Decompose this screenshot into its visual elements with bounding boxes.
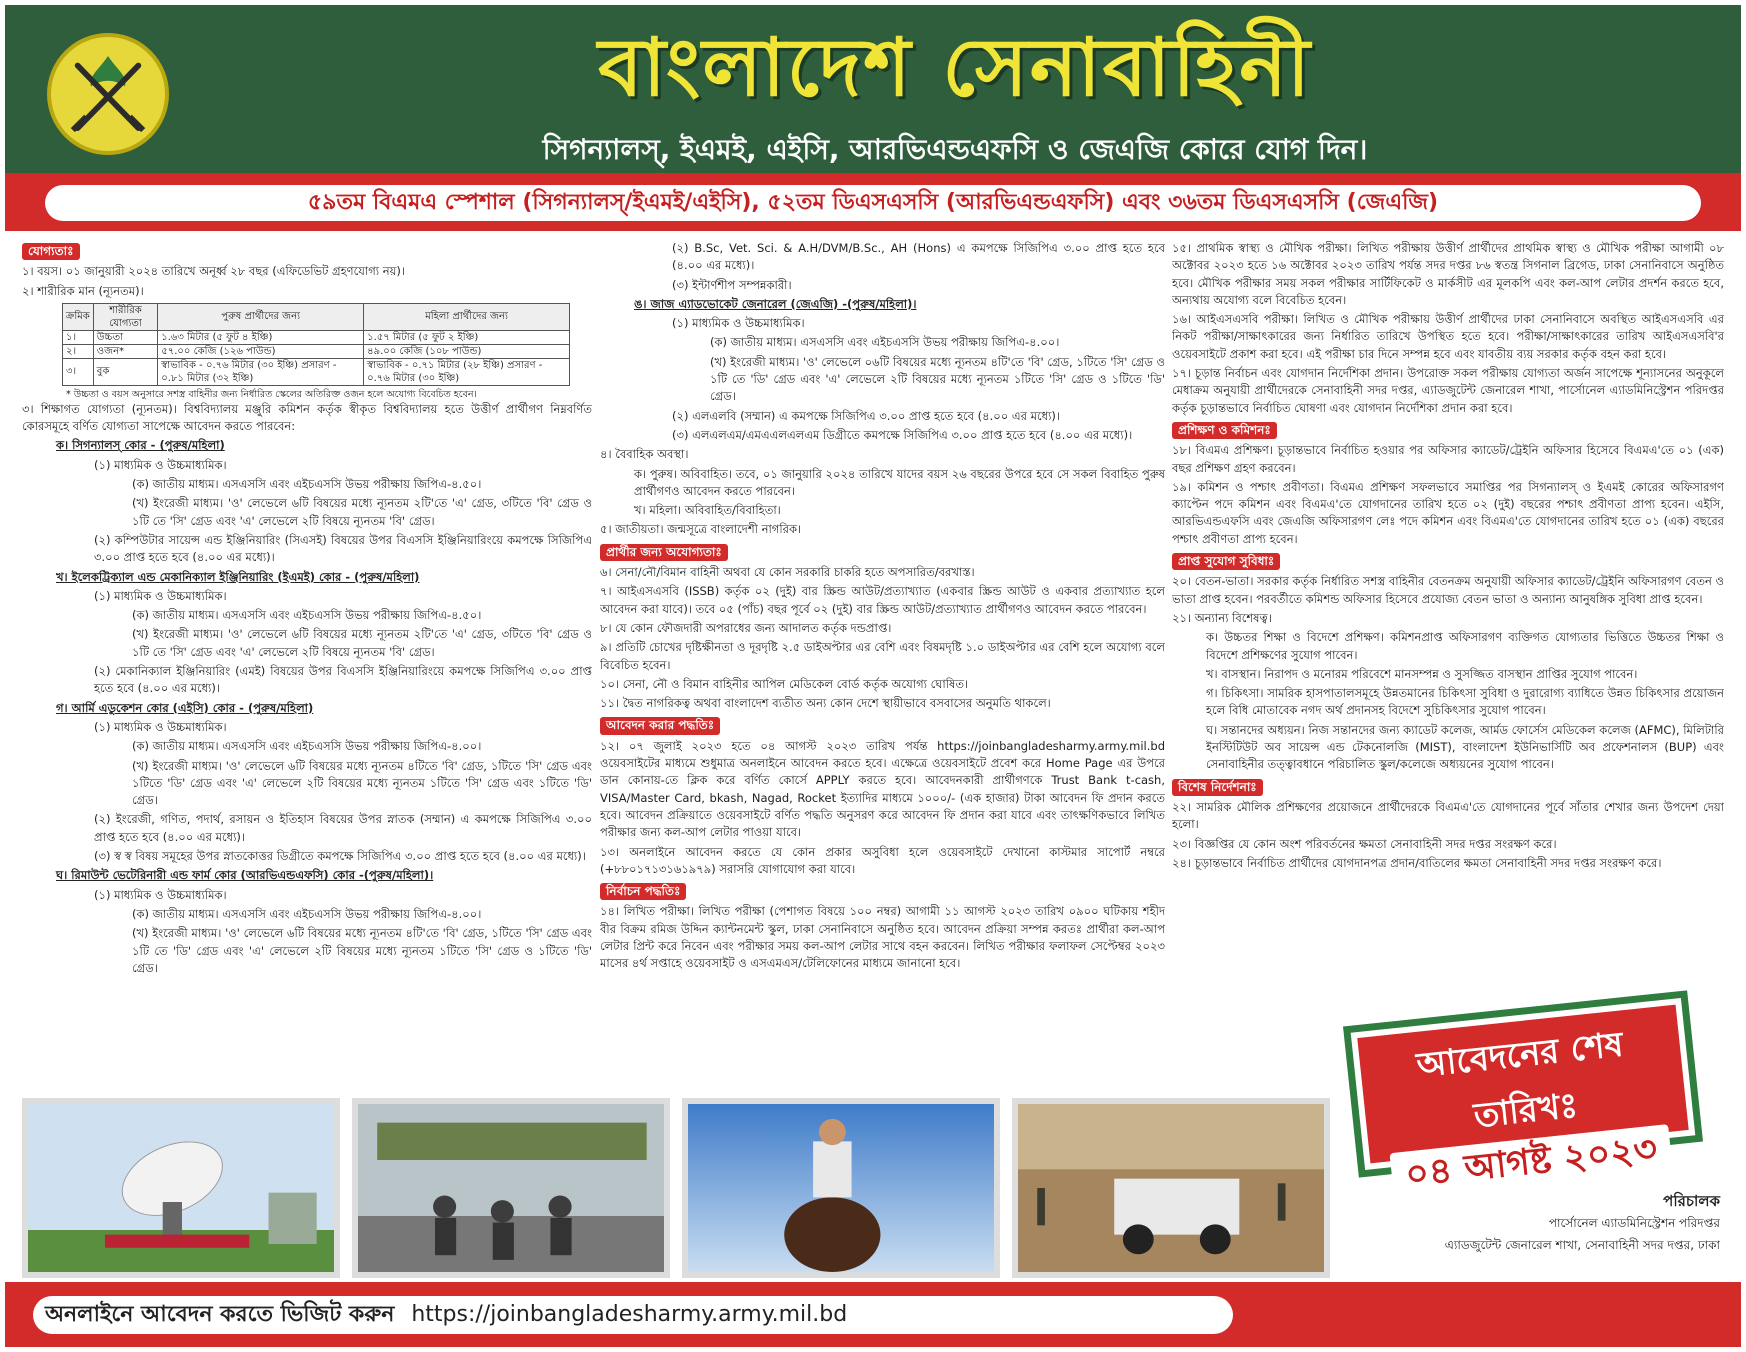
section-heading-disqualification: প্রার্থীর জন্য অযোগ্যতাঃ: [600, 544, 728, 561]
table-header: ক্রমিক: [63, 303, 94, 330]
table-cell: ২।: [63, 344, 94, 358]
table-cell: উচ্চতা: [93, 330, 157, 344]
clause-6: ৬। সেনা/নৌ/বিমান বাহিনী অথবা যে কোন সরকারি চাকরি হতে অপসারিত/বরখাস্ত।: [600, 565, 975, 580]
table-note: * উচ্চতা ও বয়স অনুসারে সশস্ত্র বাহিনীর জন্য নির্ধারিত স্কেলের অতিরিক্ত ওজন হলে অযোগ্য বিবেচিত হবেন।: [66, 388, 477, 400]
clause-18: ১৮। বিএমএ প্রশিক্ষণ। চূড়ান্তভাবে নির্বাচিত হওয়ার পর অফিসার ক্যাডেট/ট্রেইনি অফিসার হিসেবে বিএমএ'তে ০১ (এক) বছর প্রশিক্ষণ গ্রহণ করবেন।: [1172, 443, 1724, 475]
sub-item: (ক) জাতীয় মাধ্যম। এসএসসি এবং এইচএসসি উভয় পরীক্ষায় জিপিএ-৪.৫০।: [132, 477, 482, 492]
clause-21: ২১। অন্যান্য বিশেষত্ব।: [1172, 610, 1272, 625]
clause-14: ১৪। লিখিত পরীক্ষা। লিখিত পরীক্ষা (পেশাগত বিষয়ে ১০০ নম্বর) আগামী ১১ আগস্ট ২০২৩ তারিখ ০৯০০ ঘটিকায় শহীদ বীর বিক্রম রমিজ উদ্দিন ক্যান্টনমেন্ট স্কুল, ঢাকা সেনানিবাসে অনুষ্ঠিত হবে। আবেদন প্রক্রিয়া সম্পন্ন করতঃ প্রার্থীরা কল-আপ লেটার প্রিন্ট করে নিবেন এবং পরীক্ষার সময় কল-আপ লেটার সাথে বহন করবেন। লিখিত পরীক্ষার ফলাফল সেপ্টেম্বর ২০২৩ মাসের ৪র্থ সপ্তাহে ওয়েবসাইট ও এসএমএস/টেলিফোনের মাধ্যমে জানানো হবে।: [600, 904, 1165, 971]
clause-13: ১৩। অনলাইনে আবেদন করতে যে কোন প্রকার অসুবিধা হলে ওয়েবসাইটে দেখানো কাস্টমার সাপোর্ট নম্বরে (+৮৮০১৭১৩১৬১৯৭৯) সরাসরি যোগাযোগ করা যাবে।: [600, 844, 1165, 876]
clause-17: ১৭। চূড়ান্ত নির্বাচন এবং যোগদান নির্দেশিকা প্রদান। উপরোক্ত সকল পরীক্ষায় যোগ্যতা অর্জন সাপেক্ষে শূন্যাসনের অনুকূলে মেধাক্রম অনুযায়ী প্রার্থীদেরকে সেনাবাহিনী সদর দপ্তর, এ্যাডজুটেন্ট জেনারেল শাখা, পার্সোনেল এ্যাডমিনিস্ট্রেশন পরিদপ্তর কর্তৃক চূড়ান্তভাবে নির্বাচিত ঘোষণা এবং যোগদান নির্দেশিকা প্রদান করা হবে।: [1172, 366, 1724, 415]
sub-item: খ। বাসস্থান। নিরাপদ ও মনোরম পরিবেশে মানসম্পন্ন ও সুসজ্জিত বাসস্থান প্রাপ্তির সুযোগ পাবেন।: [1206, 666, 1638, 681]
sub-item: (খ) ইংরেজী মাধ্যম। 'ও' লেভেলে ৬টি বিষয়ের মধ্যে ন্যূনতম ২টি'তে 'এ' গ্রেড, ৩টিতে 'বি' গ্রেড ও ১টি তে 'সি' গ্রেড এবং 'এ' লেভেলে ২টি বিষয়ে ন্যূনতম 'বি' গ্রেড।: [132, 627, 592, 659]
sub-item: (২) এলএলবি (সম্মান) এ কমপক্ষে সিজিপিএ ৩.০০ প্রাপ্ত হতে হবে (৪.০০ এর মধ্যে)।: [672, 408, 1061, 423]
table-row: [63, 344, 570, 358]
course-band: [5, 173, 1741, 231]
section-heading-eligibility: যোগ্যতাঃ: [22, 243, 80, 260]
corps-signals: ক। সিগন্যালস্ কোর - (পুরুষ/মহিলা): [56, 438, 225, 453]
deadline-inner: [1357, 1005, 1688, 1196]
column-1: [22, 240, 592, 1090]
sub-item: (১) মাধ্যমিক ও উচ্চমাধ্যমিক।: [672, 316, 805, 331]
sub-item: (১) মাধ্যমিক ও উচ্চমাধ্যমিক।: [94, 719, 227, 734]
footer-text: অনলাইনে আবেদন করতে ভিজিট করুন: [45, 1302, 395, 1327]
table-header-row: [63, 303, 570, 330]
clause-20: ২০। বেতন-ভাতা। সরকার কর্তৃক নির্ধারিত সশস্ত্র বাহিনীর বেতনক্রম অনুযায়ী অফিসার ক্যাডেট/ট্রেইনি অফিসারগণ বেতন ও ভাতা প্রাপ্ত হবেন। পরবর্তীতে কমিশন্ড অফিসার হিসেবে প্রযোজ্য বেতন ভাতা ও অন্যান্য আনুষঙ্গিক সুবিধা প্রাপ্ত হবেন।: [1172, 574, 1724, 606]
clause-8: ৮। যে কোন ফৌজদারী অপরাধের জন্য আদালত কর্তৃক দন্ডপ্রাপ্ত।: [600, 620, 892, 635]
sub-item: গ। চিকিৎসা। সামরিক হাসপাতালসমূহে উন্নতমানের চিকিৎসা সুবিধা ও দুরারোগ্য ব্যাধিতে উন্নত চিকিৎসার প্রয়োজন হলে বিধি মোতাবেক নগদ অর্থ প্রদানসহ বিদেশে সুচিকিৎসার সুযোগ পাবেন।: [1206, 686, 1724, 718]
clause-2: ২। শারীরিক মান (ন্যূনতম)।: [22, 283, 144, 298]
clause-12: ১২। ০৭ জুলাই ২০২৩ হতে ০৪ আগস্ট ২০২৩ তারিখ পর্যন্ত https://joinbangladesharmy.army.mil.bd ওয়েবসাইটের মাধ্যমে শুধুমাত্র অনলাইনে আবেদন করতে হবে। এক্ষেত্রে ওয়েবসাইটে প্রবেশ করে Home Page এর উপরে ডান কোনায়-তে ক্লিক করে বর্ণিত কোর্সে APPLY করতে হবে। আবেদনকারী প্রার্থীগণকে Trust Bank t-cash, VISA/Master Card, bkash, Nagad, Rocket ইত্যাদির মাধ্যমে ১০০০/- (এক হাজার) টাকা আবেদন ফি প্রদান করতে হবে। আবেদন প্রক্রিয়াতে ওয়েবসাইটে বর্ণিত পদ্ধতি অনুসরণ করে আবেদন ফি প্রদান করা যাবে এবং তাৎক্ষণিকভাবে লিখিত পরীক্ষার জন্য কল-আপ লেটার পাওয়া যাবে।: [600, 738, 1165, 840]
table-row: [63, 330, 570, 344]
table-cell: ৫৭.০০ কেজি (১২৬ পাউন্ড): [158, 344, 364, 358]
section-heading-training: প্রশিক্ষণ ও কমিশনঃ: [1172, 422, 1277, 439]
footer-cta: [33, 1296, 1233, 1334]
corps-rvfc: ঘ। রিমাউন্ট ভেটেরিনারী এন্ড ফার্ম কোর (আরভিএন্ডএফসি) কোর -(পুরুষ/মহিলা)।: [56, 868, 434, 883]
clause-24: ২৪। চূড়ান্তভাবে নির্বাচিত প্রার্থীদের যোগদানপত্র প্রদান/বাতিলের ক্ষমতা সেনাবাহিনী সদর দপ্তর সংরক্ষণ করে।: [1172, 855, 1662, 870]
clause-16: ১৬। আইএসএসবি পরীক্ষা। লিখিত ও মৌখিক পরীক্ষায় উত্তীর্ণ প্রার্থীদের ঢাকা সেনানিবাসে অবস্থিত আইএসএসবি এর নিকট পরীক্ষা/সাক্ষাৎকারের জন্য নির্ধারিত তারিখে উপস্থিত হতে হবে। পরীক্ষা/সাক্ষাৎকারের তারিখ আইএসএসবি'র ওয়েবসাইটে প্রকাশ করা হবে। এই পরীক্ষা চার দিনে সম্পন্ন হবে এবং যাবতীয় ব্যয় সরকার কর্তৃক বহন করা হবে।: [1172, 312, 1724, 361]
clause-3: ৩। শিক্ষাগত যোগ্যতা (ন্যূনতম)। বিশ্ববিদ্যালয় মঞ্জুরি কমিশন কর্তৃক স্বীকৃত বিশ্ববিদ্যালয় হতে উত্তীর্ণ প্রার্থীগণ নিম্নবর্ণিত কোরসমূহে বর্ণিত যোগ্যতা সাপেক্ষে আবেদন করতে পারবেন:: [22, 401, 592, 434]
page-title: বাংলাদেশ সেনাবাহিনী: [598, 21, 1312, 114]
clause-11: ১১। দ্বৈত নাগরিকত্ব অথবা বাংলাদেশ ব্যতীত অন্য কোন দেশে স্থায়ীভাবে বসবাসের অনুমতি থাকলে।: [600, 696, 1051, 711]
table-cell: ৪৯.০০ কেজি (১০৮ পাউন্ড): [364, 344, 570, 358]
clause-7: ৭। আইএসএসবি (ISSB) কর্তৃক ০২ (দুই) বার স্ক্রিন্ড আউট/প্রত্যাখ্যাত (একবার স্ক্রিন্ড আউট ও একবার প্রত্যাখ্যাত হলে আবেদন করা যাবে)। তবে ০৫ (পাঁচ) বছর পূর্বে ০২ (দুই) বার স্ক্রিন্ড আউট/প্রত্যাখ্যাত প্রার্থীগণও আবেদন করতে পারবেন।: [600, 584, 1165, 616]
table-cell: ১.৫৭ মিটার (৫ ফুট ২ ইঞ্চি): [364, 330, 570, 344]
clause-10: ১০। সেনা, নৌ ও বিমান বাহিনীর আপিল মেডিকেল বোর্ড কর্তৃক অযোগ্য ঘোষিত।: [600, 676, 969, 691]
signature-title: পরিচালক: [1663, 1192, 1720, 1210]
header-banner: [5, 5, 1741, 173]
sub-item: ঘ। সন্তানদের অধ্যয়ন। নিজ সন্তানদের জন্য ক্যাডেট কলেজ, আর্মড ফোর্সেস মেডিকেল কলেজ (AFMC), মিলিটারি ইনস্টিটিউট অব সায়েন্স এন্ড টেকনোলজি (MIST), বাংলাদেশ ইউনিভার্সিটি অব প্রফেশনালস (BUP) এবং সেনাবাহিনীর তত্ত্বাবধানে পরিচালিত স্কুল/কলেজে অধ্যয়নের সুযোগ পাবেন।: [1206, 722, 1724, 772]
sub-item: খ। মহিলা। অবিবাহিত/বিবাহিতা।: [634, 503, 781, 518]
table-cell: ওজন*: [93, 344, 157, 358]
clause-9: ৯। প্রতিটি চোখের দৃষ্টিক্ষীনতা ও দূরদৃষ্টি ২.৫ ডাইঅপ্টার এর বেশি এবং বিষমদৃষ্টি ১.০ ডাইঅপ্টার এর বেশি হলে অযোগ্য বলে বিবেচিত হবেন।: [600, 640, 1165, 672]
table-header: পুরুষ প্রার্থীদের জন্য: [158, 303, 364, 330]
column-3: [1172, 240, 1724, 1090]
table-cell: বুক: [93, 358, 157, 385]
table-cell: ১.৬৩ মিটার (৫ ফুট ৪ ইঞ্চি): [158, 330, 364, 344]
sub-item: (ক) জাতীয় মাধ্যম। এসএসসি এবং এইচএসসি উভয় পরীক্ষায় জিপিএ-৪.০০।: [132, 906, 482, 921]
photo-engineering: [352, 1098, 670, 1278]
sub-item: (৩) স্ব স্ব বিষয় সমূহের উপর স্নাতকোত্তর ডিগ্রীতে কমপক্ষে সিজিপিএ ৩.০০ প্রাপ্ত হতে হবে (৪.০০ এর মধ্যে)।: [94, 849, 586, 864]
section-heading-special: বিশেষ নির্দেশনাঃ: [1172, 779, 1263, 796]
army-emblem-icon: [47, 33, 169, 155]
table-cell: স্বাভাবিক - ০.৭১ মিটার (২৮ ইঞ্চি) প্রসারণ - ০.৭৬ মিটার (৩০ ইঞ্চি): [364, 358, 570, 385]
table-row: [63, 358, 570, 385]
signature-block: [1400, 1190, 1720, 1256]
clause-5: ৫। জাতীয়তা। জন্মসূত্রে বাংলাদেশী নাগরিক।: [600, 522, 802, 537]
physical-standard-table: [62, 303, 570, 386]
sub-item: (ক) জাতীয় মাধ্যম। এসএসসি এবং এইচএসসি উভয় পরীক্ষায় জিপিএ-৪.৫০।: [132, 608, 482, 623]
corps-eme: খ। ইলেকট্রিক্যাল এন্ড মেকানিক্যাল ইঞ্জিনিয়ারিং (ইএমই) কোর - (পুরুষ/মহিলা): [56, 569, 420, 584]
clause-1: ১। বয়স। ০১ জানুয়ারী ২০২৪ তারিখে অনূর্ধ্ব ২৮ বছর (এফিডেভিট গ্রহণযোগ্য নয়)।: [22, 264, 405, 279]
sub-item: (২) B.Sc, Vet. Sci. & A.H/DVM/B.Sc., AH (Hons) এ কমপক্ষে সিজিপিএ ৩.০০ প্রাপ্ত হতে হবে (৪.০০ এর মধ্যে)।: [672, 241, 1165, 273]
corps-jag: ঙ। জাজ এ্যাডভোকেট জেনারেল (জেএজি) -(পুরুষ/মহিলা)।: [634, 296, 917, 311]
table-cell: স্বাভাবিক - ০.৭৬ মিটার (৩০ ইঞ্চি) প্রসারণ - ০.৮১ মিটার (৩২ ইঞ্চি): [158, 358, 364, 385]
photo-un-vehicle: [1012, 1098, 1330, 1278]
table-cell: ৩।: [63, 358, 94, 385]
clause-4: ৪। বৈবাহিক অবস্থা।: [600, 447, 689, 462]
sub-item: (১) মাধ্যমিক ও উচ্চমাধ্যমিক।: [94, 887, 227, 902]
sub-item: (২) কম্পিউটার সায়েন্স এন্ড ইঞ্জিনিয়ারিং (সিএসই) বিষয়ের উপর বিএসসি ইঞ্জিনিয়ারিংয়ে কমপক্ষে সিজিপিএ ৩.০০ প্রাপ্ত হতে হবে (৪.০০ এর মধ্যে)।: [94, 532, 592, 565]
sub-item: (ক) জাতীয় মাধ্যম। এসএসসি এবং এইচএসসি উভয় পরীক্ষায় জিপিএ-৪.০০।: [132, 739, 482, 754]
sub-item: ক। পুরুষ। অবিবাহিত। তবে, ০১ জানুয়ারি ২০২৪ তারিখে যাদের বয়স ২৬ বছরের উপরে হবে সে সকল বিবাহিত পুরুষ প্রার্থীগণও আবেদন করতে পারবেন।: [634, 466, 1165, 498]
sub-item: ক। উচ্চতর শিক্ষা ও বিদেশে প্রশিক্ষণ। কমিশনপ্রাপ্ত অফিসারগণ ব্যক্তিগত যোগ্যতার ভিত্তিতে উচ্চতর শিক্ষা ও বিদেশে প্রশিক্ষণের সুযোগ পাবেন।: [1206, 630, 1724, 662]
sub-item: (খ) ইংরেজী মাধ্যম। 'ও' লেভেলে ৬টি বিষয়ের মধ্যে ন্যূনতম ২টি'তে 'এ' গ্রেড, ৩টিতে 'বি' গ্রেড ও ১টি তে 'সি' গ্রেড এবং 'এ' লেভেলে ২টি বিষয়ে ন্যূনতম 'বি' গ্রেড।: [132, 496, 592, 528]
section-heading-benefits: প্রাপ্ত সুযোগ সুবিধাঃ: [1172, 553, 1280, 570]
clause-15: ১৫। প্রাথমিক স্বাস্থ্য ও মৌখিক পরীক্ষা। লিখিত পরীক্ষায় উত্তীর্ণ প্রার্থীদের প্রাথমিক স্বাস্থ্য ও মৌখিক পরীক্ষা আগামী ০৮ অক্টোবর ২০২৩ হতে ১৬ অক্টোবর ২০২৩ তারিখ পর্যন্ত সদর দপ্তর ৮৬ স্বতন্ত্র সিগনাল ব্রিগেড, ঢাকা সেনানিবাসে অনুষ্ঠিত হবে। মৌখিক পরীক্ষার সময় সকল পরীক্ষার সার্টিফিকেট ও মার্কসীট এর মূলকপি এবং কল-আপ লেটার প্রদর্শন করতে হবে, অন্যথায় অযোগ্য বলে বিবেচিত হবেন।: [1172, 241, 1724, 307]
table-header: মহিলা প্রার্থীদের জন্য: [364, 303, 570, 330]
photo-strip: [22, 1098, 1334, 1278]
sub-item: (১) মাধ্যমিক ও উচ্চমাধ্যমিক।: [94, 588, 227, 603]
deadline-label: আবেদনের শেষ তারিখঃ: [1414, 1024, 1626, 1137]
clause-22: ২২। সামরিক মৌলিক প্রশিক্ষণের প্রয়োজনে প্রার্থীদেরকে বিএমএ'তে যোগদানের পূর্বে সাঁতার শেখার জন্য উপদেশ দেয়া হলো।: [1172, 799, 1724, 832]
sub-item: (২) ইংরেজী, গণিত, পদার্থ, রসায়ন ও ইতিহাস বিষয়ের উপর স্নাতক (সম্মান) এ কমপক্ষে সিজিপিএ ৩.০০ প্রাপ্ত হতে হবে (৪.০০ এর মধ্যে)।: [94, 812, 592, 844]
sub-item: (খ) ইংরেজী মাধ্যম। 'ও' লেভেলে ৬টি বিষয়ের মধ্যে ন্যূনতম ৪টি'তে 'বি' গ্রেড, ১টিতে 'সি' গ্রেড এবং ১টি তে 'ডি' গ্রেড এবং 'এ' লেভেলে ২টি বিষয়ের মধ্যে ন্যূনতম ১টিতে 'সি' গ্রেড ও ১টিতে 'ডি' গ্রেড।: [132, 926, 592, 975]
sub-item: (১) মাধ্যমিক ও উচ্চমাধ্যমিক।: [94, 457, 227, 472]
course-band-text: ৫৯তম বিএমএ স্পেশাল (সিগন্যালস্/ইএমই/এইসি), ৫২তম ডিএসএসসি (আরভিএন্ডএফসি) এবং ৩৬তম ডিএসএসসি (জেএজি): [45, 185, 1701, 221]
column-2: [600, 240, 1165, 1090]
content-body: [22, 240, 1722, 1090]
sub-item: (খ) ইংরেজী মাধ্যম। 'ও' লেভেলে ৬টি বিষয়ের মধ্যে ন্যূনতম ৪টিতে 'বি' গ্রেড, ১টিতে 'সি' গ্রেড এবং ১টিতে 'ডি' গ্রেড এবং 'এ' লেভেলে ২টি বিষয়ের মধ্যে ন্যূনতম ১টিতে 'সি' গ্রেড এবং ১টিতে 'ডি' গ্রেড।: [132, 758, 592, 808]
section-heading-selection: নির্বাচন পদ্ধতিঃ: [600, 883, 686, 900]
clause-19: ১৯। কমিশন ও পশ্চাৎ প্রবীণতা। বিএমএ প্রশিক্ষণ সফলভাবে সমাপ্তির পর সিগন্যালস্ ও ইএমই কোরের অফিসারগণ ক্যাপ্টেন পদে কমিশন এবং বিএমএ'তে যোগদানের তারিখ হতে ০২ (দুই) বছরের পশ্চাৎ প্রবীণতা প্রাপ্য হবেন। এইসি, আরভিএন্ডএফসি এবং জেএজি অফিসারগণ লেঃ পদে কমিশন এবং বিএমএ'তে যোগদানের তারিখ হতে ০১ (এক) বছরের পশ্চাৎ প্রবীণতা প্রাপ্য হবেন।: [1172, 479, 1724, 546]
footer-banner: [5, 1282, 1741, 1347]
signature-line: পার্সোনেল এ্যাডমিনিস্ট্রেশন পরিদপ্তর: [1548, 1216, 1720, 1230]
sub-item: (খ) ইংরেজী মাধ্যম। 'ও' লেভেলে ০৬টি বিষয়ের মধ্যে ন্যূনতম ৪টি'তে 'বি' গ্রেড, ১টিতে 'সি' গ্রেড ও ১টি তে 'ডি' গ্রেড এবং 'এ' লেভেলে ২টি বিষয়ের মধ্যে ন্যূনতম ১টিতে 'সি' গ্রেড ও ১টিতে 'ডি' গ্রেড।: [710, 354, 1165, 404]
sub-item: (২) মেকানিক্যাল ইঞ্জিনিয়ারিং (এমই) বিষয়ের উপর বিএসসি ইঞ্জিনিয়ারিংয়ে কমপক্ষে সিজিপিএ ৩.০০ প্রাপ্ত হতে হবে (৪.০০ এর মধ্যে)।: [94, 664, 592, 696]
signature-line: এ্যাডজুটেন্ট জেনারেল শাখা, সেনাবাহিনী সদর দপ্তর, ঢাকা: [1444, 1238, 1720, 1252]
sub-item: (ক) জাতীয় মাধ্যম। এসএসসি এবং এইচএসসি উভয় পরীক্ষায় জিপিএ-৪.০০।: [710, 335, 1060, 350]
section-heading-application: আবেদন করার পদ্ধতিঃ: [600, 717, 720, 734]
clause-23: ২৩। বিজ্ঞপ্তির যে কোন অংশ পরিবর্তনের ক্ষমতা সেনাবাহিনী সদর দপ্তর সংরক্ষণ করে।: [1172, 836, 1557, 851]
sub-item: (৩) ইন্টার্ণশীপ সম্পন্নকারী।: [672, 277, 792, 292]
sub-item: (৩) এলএলএম/এমএএলএলএম ডিগ্রীতে কমপক্ষে সিজিপিএ ৩.০০ প্রাপ্ত হতে হবে (৪.০০ এর মধ্যে)।: [672, 427, 1133, 442]
table-cell: ১।: [63, 330, 94, 344]
table-header: শারীরিক যোগ্যতা: [93, 303, 157, 330]
deadline-date: ০৪ আগষ্ট ২০২৩: [1390, 1124, 1673, 1201]
photo-horse-rider: [682, 1098, 1000, 1278]
photo-satellite-dish: [22, 1098, 340, 1278]
corps-aec: গ। আর্মি এডুকেশন কোর (এইসি) কোর - (পুরুষ/মহিলা): [56, 700, 314, 715]
footer-url-link[interactable]: https://joinbangladesharmy.army.mil.bd: [411, 1302, 848, 1327]
page-subtitle: সিগন্যালস্, ইএমই, এইসি, আরভিএন্ডএফসি ও জেএজি কোরে যোগ দিন।: [542, 133, 1368, 166]
